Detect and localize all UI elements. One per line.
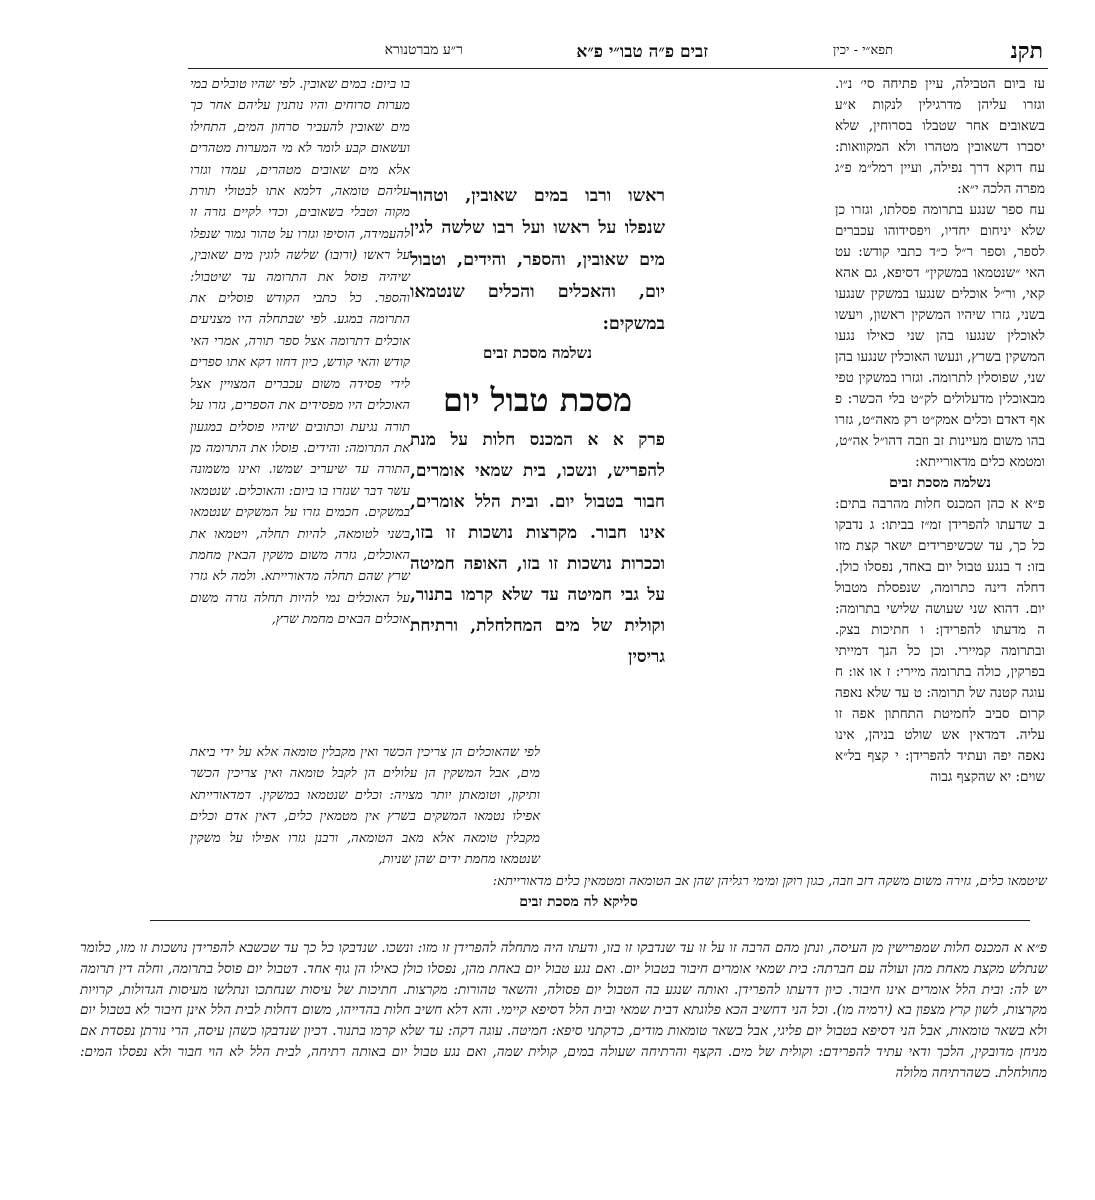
bartenura-column (190, 74, 410, 724)
bottom-commentary: פ״א א המכנס חלות שמפרישין מן העיסה, ונתן מהם הרבה זו על זו עד שנדבקו זו בזו, ודעתו היה מתחלה להפרידן זו מזו: ונשכו. שנדבקו כל כך עד שכשבא להפרידן נושכות זו מזו, כלומר שנתלש מקצת מאחת מהן ועולה עם חברתה: בית שמאי אומרים חיבור בטבול יום. ואם נגע טבול יום באחת מהן, נפסלו כולן כאילו הן גוף אחד. דטבול יום פוסל בתרומה, וחלה דין תרומה יש לה: ובית הלל אומרים אינו חיבור. כיון דדעתו להפרידן. ואותה שנגע בה הטבול יום פסולה, והשאר טהורות: מקרצות. חתיכות של עיסות שנחתכו ונתלשו מעיסות הגדולות, קרויות מקרצות, לשון קרץ מצפון בא (ירמיה מו). וכל הני דחשיב הכא פלוגתא דבית שמאי ובית הלל דסיפא קיימי. והא דלא חשיב חלות בהדייהו, משום דחלות לבית הלל אינן חיבור לא בטבול יום ולא בשאר טומאות, אבל הני דסיפא בטבול יום פליגי, אבל בשאר טומאות מודים, כדקתני סיפא: חמיטה. עוגה דקה: עד שלא קרמו בתנור. דכיון שנדבקו כשהן עיסה, הרי נורתן נפסדת אם מניחן מדובקין, הלכך ודאי עתיד להפרידם: וקולית של מים. הקצף והרתיחה שעולה במים, קולית שמה, ואם נגע טבול יום באותה רתיחה, לבית הלל לא הוי חבור ולא נפסלו המים: מחולחלת. כשהרתיחה מלולה (80, 940, 1047, 1081)
zavim-closing-caption: נשלמה מסכת זבים (482, 344, 593, 362)
mishna-column (410, 180, 665, 740)
tiferet-closing-caption: נשלמה מסכת זבים (889, 475, 991, 491)
tiferet-paragraph: עח ספר שנגע בתרומה פסלתו, וגזרו כן שלא יניחום יחדיו, ויפסידוהו עכברים לספר, וספר ר״ל כ״ד כתבי קודש: עט האי ״שנטמאו במשקין״ דסיפא, גם אהא קאי, ור״ל אוכלים שנגעו במשקין שנגעו בשני, גזרו שיהיו המשקין ראשון, ויעשו לאוכלין שנגעו בהן שני כאילו נגעו המשקין בשרץ, ונעשו האוכלין שנגעו בהן שני, שפוסלין לתרומה. וגזרו במשקין טפי מבאוכלין מדעלולים לק״ט בלי הכשר: פ אף דאדם וכלים אמק״ט רק מאה״ט, גזרו בהו משום מעיינות זב וזבה דהו״ל אה״ט, ומטמא כלים מדאורייתא: (835, 202, 1045, 470)
running-header (188, 38, 1043, 68)
mishna-text: פרק א א המכנס חלות על מנת להפריש, ונשכו, בית שמאי אומרים, חבור בטבול יום. ובית הלל אומרים, אינו חבור. מקרצות נושכות זו בזו, וככרות נושכות זו בזו, האופה חמיטה על גבי חמיטה עד שלא קרמו בתנור, וקולית של מים המחלחלת, ורתיחת גריסין (410, 430, 665, 667)
header-commentary-bartenura: ר״ע מברטנורא (384, 42, 463, 58)
tiferet-column (835, 74, 1045, 785)
closing-line: שיטמאו כלים, גזירה משום משקה דזב וזבה, כגון רוקן ומימי רגליהן שהן אב הטומאה ומטמאין כלים מדאורייתא: (492, 874, 1047, 889)
bartenura-continuation: לפי שהאוכלים הן צריכין הכשר ואין מקבלין טומאה אלא על ידי ביאת מים, אבל המשקין הן עלולים הן לקבל טומאה ואין צריכין הכשר ותיקון, וטומאתן יותר מצויה: וכלים שנטמאו במשקין. דמדאורייתא אפילו נטמאו המשקים בשרץ אין מטמאין כלים, דאין אדם וכלים מקבלין טומאה אלא מאב הטומאה, ורבנן גזרו אפילו על משקין שנטמאו מחמת ידים שהן שניות, (190, 745, 540, 868)
tractate-title: מסכת טבול יום (442, 381, 633, 419)
mishna-zavim-end: ראשו ורבו במים שאובין, וטהור שנפלו על ראשו ועל רבו שלשה לגין מים שאובין, והספר, והידים, וטבול יום, והאכלים והכלים שנטמאו במשקים: (410, 186, 665, 334)
tiferet-paragraph: עז ביום הטבילה, עיין פתיחה סי׳ נ״ו. וגזרו עליהן מדרגילין לנקות א״ע בשאובים אחר שטבלו בסרוחין, שלא יסברו דשאובין מטהרו ולא המקוואות: עח דוקא דרך נפילה, ועיין רמל״מ פ״ג מפרה הלכה י״א: (835, 76, 1045, 197)
page-number: תקנ (1010, 38, 1043, 64)
closing-block (110, 872, 1047, 912)
bartenura-paragraph: בו ביום: במים שאובין. לפי שהיו טובלים במי מערות סרוחים והיו נותנין עליהם אחר כך מים שאובין להעביר סרחון המים, התחילו ועשאום קבע לומר לא מי המערות מטהרים אלא מים שאובים מטהרים, עמדו וגזרו עליהם טומאה, דלמא אתו לבטולי תורת מקוה וטבלי בשאובים, וכדי לקיים גזרה זו להעמידה, הוסיפו וגזרו על טהור גמור שנפלו על ראשו (ורובו) שלשה לוגין מים שאובין, שיהיה פוסל את התרומה עד שיטבול: והספר. כל כתבי הקודש פוסלים את התרומה במגע. לפי שבתחלה היו מצניעים אוכלים דתרומה אצל ספר תורה, אמרי האי קודש והאי קודש, כיון דחזו דקא אתו ספרים לידי פסידה משום עכברים המצויין אצל האוכלים היו מפסידים את הספרים, גזרו על תורה נגיעת וכתובים שיהיו פוסלים במגעון את התרומה: והידים. פוסלו את התרומה מן התורה עד שיעריב שמשו. ואינו משמונה עשר דבר שגזרו בו ביום: והאוכלים. שנטמאו במשקים. חכמים גזרו על המשקים שנטמאו בשני לטומאה, להיות תחלה, ויטמאו את האוכלים, גזרה משום משקין הבאין מחמת שרץ שהם תחלה מדאורייתא. ולמה לא גזרו על האוכלים נמי להיות תחלה גזרה משום אוכלים הבאים מחמת שרץ, (190, 77, 410, 628)
closing-caption: סליקא לה מסכת זבים (519, 894, 638, 910)
section-separator (150, 920, 1030, 921)
header-commentary-tiferet: תפא״י - יכין (832, 43, 893, 58)
header-tractate: זבים פ״ה טבו״י פ״א (576, 42, 708, 62)
header-rule (188, 68, 1048, 69)
tiferet-paragraph: פ״א א כהן המכנס חלות מהרבה בתים: ב שדעתו להפרידן זמ״ז בביתו: ג נדבקו כל כך, עד שכשיפרידים ישאר קצת מזו בזו: ד בנגע טבול יום באחד, נפסלו כולן. דחלה דינה כתרומה, שנפסלת מטבול יום. דהוא שני שעושה שלישי בתרומה: ה מדעתו להפרידן: ו חתיכות בצק. ובתרומה קמיירי. וכן כל הנך דמייתי בפרקין, כולה בתרומה מיירי: ז או או: ח עוגה קטנה של תרומה: ט עד שלא נאפה קרום סביב לחמיטת התחתון אפה זו עליה. דמדאין אש שולט בניהן, אינו נאפה יפה ועתיד להפרידן: י קצף בל״א שוים: יא שהקצף גבוה (835, 496, 1045, 785)
